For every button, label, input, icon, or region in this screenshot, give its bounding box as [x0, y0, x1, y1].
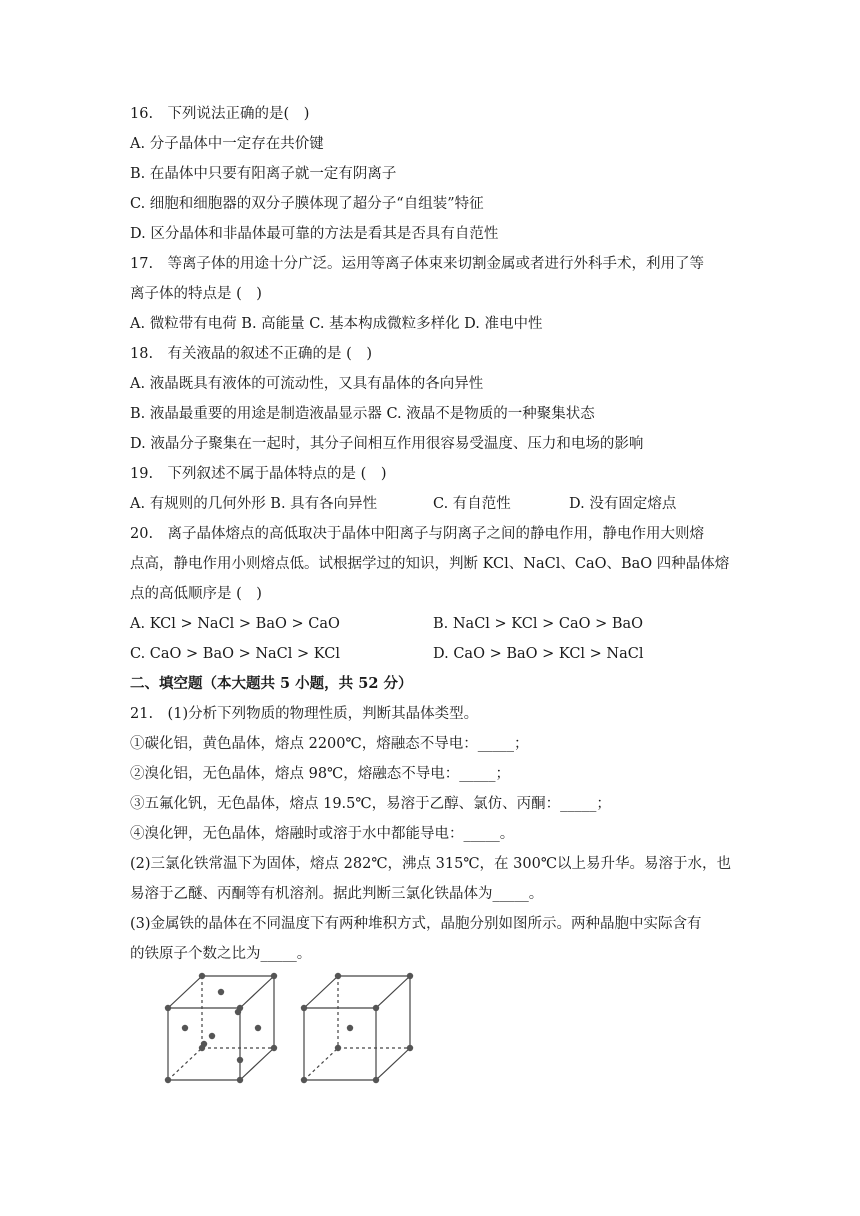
question-20-stem-line-2: 点高，静电作用小则熔点低。试根据学过的知识，判断 KCl、NaCl、CaO、BaO 四种晶体熔	[130, 556, 730, 572]
question-18-stem: 18. 有关液晶的叙述不正确的是 ( )	[130, 346, 372, 362]
question-18-option-d: D. 液晶分子聚集在一起时，其分子间相互作用很容易受温度、压力和电场的影响	[130, 436, 644, 452]
body-centered-cubic-cell-icon	[301, 973, 413, 1083]
question-21-item-2: ②溴化铝，无色晶体，熔点 98℃，熔融态不导电：_____；	[130, 766, 511, 782]
question-20-stem-line-1: 20. 离子晶体熔点的高低取决于晶体中阳离子与阴离子之间的静电作用，静电作用大则熔	[130, 526, 705, 542]
question-17-stem-line-2: 离子体的特点是 ( )	[130, 286, 262, 302]
question-16-option-d: D. 区分晶体和非晶体最可靠的方法是看其是否具有自范性	[130, 226, 499, 242]
question-18-option-a: A. 液晶既具有液体的可流动性，又具有晶体的各向异性	[130, 376, 484, 392]
question-20-option-a: A. KCl > NaCl > BaO > CaO	[130, 616, 340, 632]
unit-cells-svg	[160, 968, 430, 1088]
question-19-options	[130, 494, 740, 514]
question-20-stem-line-3: 点的高低顺序是 ( )	[130, 586, 262, 602]
question-21-part-2-line-2: 易溶于乙醚、丙酮等有机溶剂。据此判断三氯化铁晶体为_____。	[130, 886, 544, 902]
question-17-stem-line-1: 17. 等离子体的用途十分广泛。运用等离子体束来切割金属或者进行外科手术，利用了等	[130, 256, 705, 272]
crystal-cell-figure	[160, 968, 430, 1092]
question-20-option-b: B. NaCl > KCl > CaO > BaO	[433, 616, 644, 632]
question-20-option-c: C. CaO > BaO > NaCl > KCl	[130, 646, 340, 662]
question-21-item-4: ④溴化钾，无色晶体，熔融时或溶于水中都能导电：_____。	[130, 826, 515, 842]
question-19-option-d: D. 没有固定熔点	[569, 496, 677, 512]
question-21-part-3-line-1: (3)金属铁的晶体在不同温度下有两种堆积方式，晶胞分别如图所示。两种晶胞中实际含有	[130, 916, 702, 932]
question-20-options-row-1	[130, 614, 740, 634]
question-19-option-c: C. 有自范性	[433, 496, 511, 512]
question-20-options-row-2	[130, 644, 740, 664]
question-21-part-3-line-2: 的铁原子个数之比为_____。	[130, 946, 312, 962]
question-19-option-ab: A. 有规则的几何外形 B. 具有各向异性	[130, 496, 378, 512]
question-18-option-bc: B. 液晶最重要的用途是制造液晶显示器 C. 液晶不是物质的一种聚集状态	[130, 406, 595, 422]
question-20-option-d: D. CaO > BaO > KCl > NaCl	[433, 646, 644, 662]
section-2-heading: 二、填空题（本大题共 5 小题，共 52 分）	[130, 675, 413, 692]
question-16-option-b: B. 在晶体中只要有阳离子就一定有阴离子	[130, 166, 397, 182]
question-21-item-3: ③五氟化钒，无色晶体，熔点 19.5℃，易溶于乙醇、氯仿、丙酮：_____；	[130, 796, 611, 812]
question-21-part-2-line-1: (2)三氯化铁常温下为固体，熔点 282℃，沸点 315℃，在 300℃以上易升华。易溶于水，也	[130, 856, 732, 872]
question-17-options: A. 微粒带有电荷 B. 高能量 C. 基本构成微粒多样化 D. 准电中性	[130, 316, 543, 332]
question-19-stem: 19. 下列叙述不属于晶体特点的是 ( )	[130, 466, 387, 482]
question-16-option-a: A. 分子晶体中一定存在共价键	[130, 136, 324, 152]
question-16-stem: 16. 下列说法正确的是( )	[130, 106, 310, 122]
question-16-option-c: C. 细胞和细胞器的双分子膜体现了超分子“自组装”特征	[130, 196, 484, 212]
question-21-item-1: ①碳化铝，黄色晶体，熔点 2200℃，熔融态不导电：_____；	[130, 736, 529, 752]
question-21-part-1-stem: 21. (1)分析下列物质的物理性质，判断其晶体类型。	[130, 706, 479, 722]
